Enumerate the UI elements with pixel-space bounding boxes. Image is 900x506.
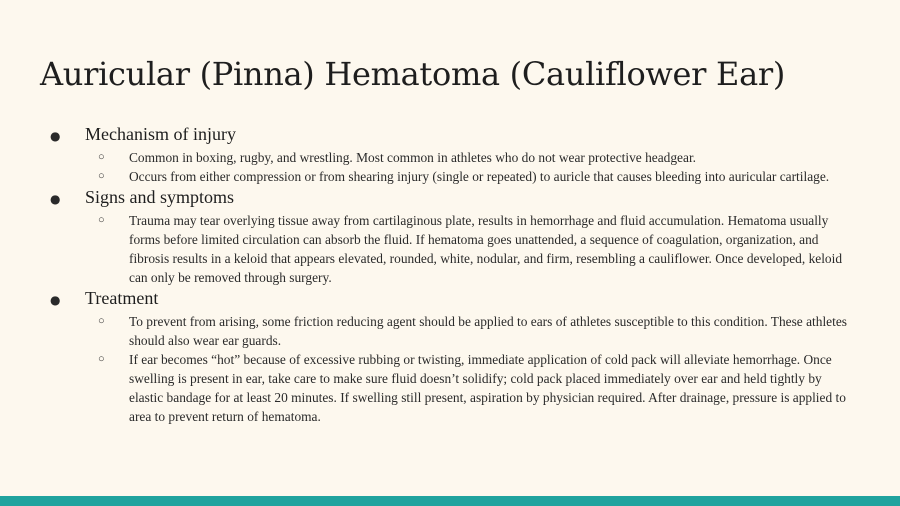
section-label: Treatment	[85, 288, 159, 308]
list-item	[50, 148, 850, 167]
hollow-bullet-icon: ○	[98, 353, 105, 365]
list-item	[50, 167, 850, 186]
filled-bullet-icon: ●	[50, 192, 61, 206]
list-item-text: Trauma may tear overlying tissue away from cartilaginous plate, results in hemorrhage and fluid accumulation. Hematoma usually forms before limited circulation can absorb the fluid. If hematoma goes unattended, a sequence of coagulation, organization, and fibrosis results in a keloid that appears elevated, rounded, white, nodular, and firm, resembling a cauliflower. Once developed, keloid can only be removed through surgery.	[129, 213, 843, 285]
sub-list	[50, 211, 850, 287]
hollow-bullet-icon: ○	[98, 151, 105, 163]
sub-list	[50, 148, 850, 186]
list-item	[50, 350, 850, 426]
hollow-bullet-icon: ○	[98, 315, 105, 327]
slide-body	[50, 123, 850, 426]
section-signs-symptoms	[50, 186, 850, 287]
list-item-text: To prevent from arising, some friction reducing agent should be applied to ears of athletes susceptible to this condition. These athletes should also wear ear guards.	[129, 314, 847, 348]
slide-title: Auricular (Pinna) Hematoma (Cauliflower Ear)	[40, 55, 786, 93]
accent-footer-bar	[0, 496, 900, 506]
sub-list	[50, 312, 850, 426]
hollow-bullet-icon: ○	[98, 170, 105, 182]
list-item-text: Common in boxing, rugby, and wrestling. Most common in athletes who do not wear protective headgear.	[129, 150, 697, 165]
list-item	[50, 211, 850, 287]
list-item-text: If ear becomes “hot” because of excessive rubbing or twisting, immediate application of cold pack will alleviate hemorrhage. Once swelling is present in ear, take care to make sure fluid doesn’t solidify; cold pack placed immediately over ear and held tightly by elastic bandage for at least 20 minutes. If swelling still present, aspiration by physician required. After drainage, pressure is applied to area to prevent return of hematoma.	[129, 352, 846, 424]
section-mechanism	[50, 123, 850, 186]
list-item-text: Occurs from either compression or from shearing injury (single or repeated) to auricle that causes bleeding into auricular cartilage.	[129, 169, 830, 184]
section-heading	[50, 287, 850, 312]
filled-bullet-icon: ●	[50, 293, 61, 307]
section-heading	[50, 123, 850, 148]
hollow-bullet-icon: ○	[98, 214, 105, 226]
section-heading	[50, 186, 850, 211]
section-treatment	[50, 287, 850, 426]
filled-bullet-icon: ●	[50, 129, 61, 143]
section-label: Signs and symptoms	[85, 187, 235, 207]
list-item	[50, 312, 850, 350]
section-label: Mechanism of injury	[85, 124, 236, 144]
